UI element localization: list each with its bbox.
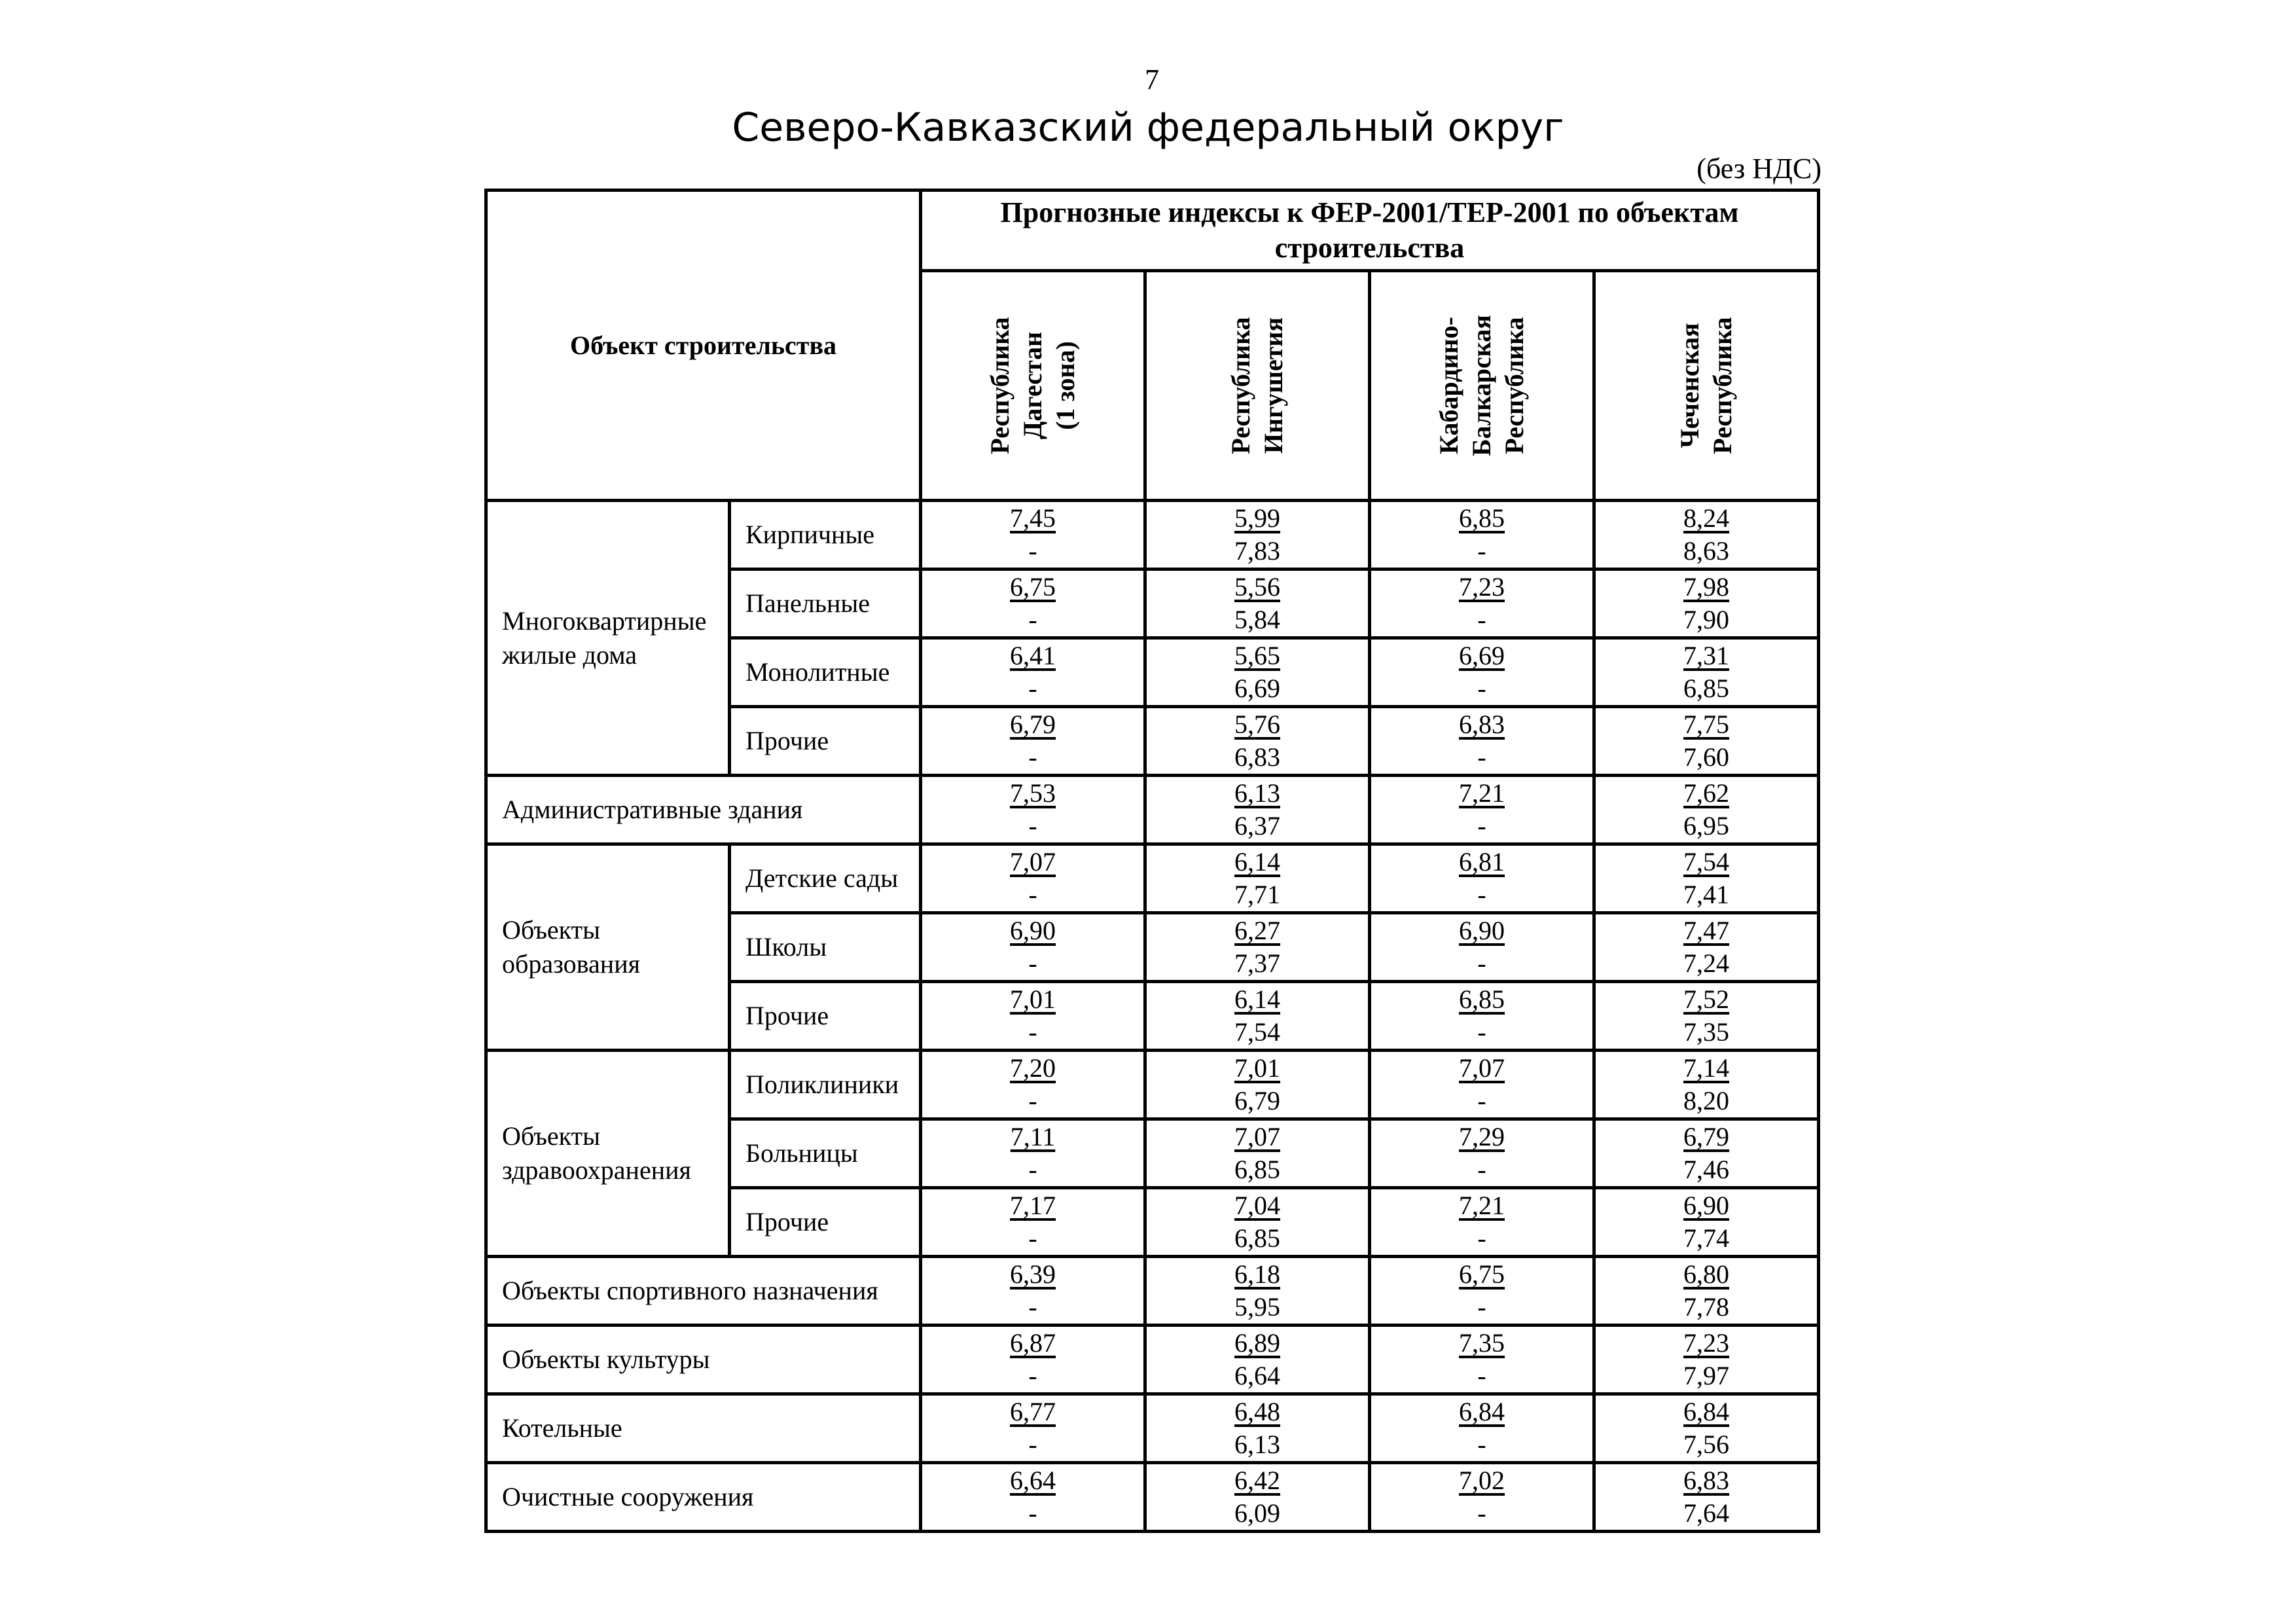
subgroup-label: Поликлиники (730, 1051, 921, 1119)
index-value-top: 7,07 (1010, 847, 1056, 876)
index-value-bottom: - (1477, 880, 1486, 909)
index-value-top: 5,56 (1234, 572, 1281, 602)
index-cell (1370, 707, 1594, 776)
index-cell (1145, 1188, 1370, 1257)
index-cell (1594, 638, 1819, 707)
index-cell (1594, 1326, 1819, 1394)
index-cell (921, 1119, 1145, 1188)
index-value-bottom: - (1477, 811, 1486, 840)
index-value-top: 6,77 (1010, 1397, 1056, 1426)
index-value-top: 6,90 (1459, 916, 1505, 945)
index-value-top: 7,53 (1010, 778, 1056, 808)
index-value-bottom: - (1477, 1361, 1486, 1390)
index-value-top: 6,75 (1459, 1259, 1505, 1289)
index-cell (1370, 982, 1594, 1051)
index-value-top: 6,84 (1459, 1397, 1505, 1426)
group-label: Котельные (486, 1394, 921, 1463)
index-value-bottom: - (1477, 1292, 1486, 1322)
index-value-bottom: - (1477, 1498, 1486, 1528)
index-value-bottom: - (1477, 605, 1486, 634)
region-header-label: Республика Дагестан (1 зона) (985, 317, 1081, 454)
index-cell (1594, 1257, 1819, 1326)
index-cell (921, 501, 1145, 569)
index-value-top: 6,69 (1459, 641, 1505, 670)
index-value-top: 6,64 (1010, 1466, 1056, 1495)
region-header (921, 271, 1145, 501)
index-value-top: 6,39 (1010, 1259, 1056, 1289)
index-table (484, 189, 1820, 1533)
index-value-top: 7,75 (1683, 710, 1730, 739)
index-value-top: 7,21 (1459, 1191, 1505, 1220)
index-cell (1594, 982, 1819, 1051)
index-value-bottom: - (1028, 1155, 1037, 1184)
index-cell (921, 776, 1145, 844)
index-value-bottom: 7,35 (1683, 1017, 1730, 1047)
index-cell (921, 569, 1145, 638)
index-value-bottom: 7,24 (1683, 948, 1730, 978)
index-cell (1594, 844, 1819, 913)
index-value-top: 6,90 (1683, 1191, 1730, 1220)
index-value-bottom: 7,60 (1683, 742, 1730, 772)
index-value-top: 6,75 (1010, 572, 1056, 602)
index-value-bottom: - (1477, 948, 1486, 978)
index-cell (1145, 638, 1370, 707)
index-cell (1370, 1326, 1594, 1394)
index-cell (1145, 569, 1370, 638)
index-cell (921, 1188, 1145, 1257)
index-cell (921, 1051, 1145, 1119)
index-cell (921, 982, 1145, 1051)
index-cell (1594, 501, 1819, 569)
index-value-top: 6,79 (1010, 710, 1056, 739)
index-value-top: 6,42 (1234, 1466, 1281, 1495)
index-cell (1594, 1051, 1819, 1119)
index-cell (921, 1463, 1145, 1532)
index-value-bottom: 6,85 (1234, 1155, 1281, 1184)
index-value-bottom: - (1477, 674, 1486, 703)
group-label: Объекты образования (486, 844, 730, 1051)
index-value-bottom: - (1477, 1430, 1486, 1459)
table-row (486, 1257, 1819, 1326)
index-value-bottom: 6,83 (1234, 742, 1281, 772)
index-cell (1145, 776, 1370, 844)
index-value-bottom: 5,95 (1234, 1292, 1281, 1322)
index-value-bottom: 6,85 (1234, 1223, 1281, 1253)
subgroup-label: Кирпичные (730, 501, 921, 569)
index-value-bottom: 7,56 (1683, 1430, 1730, 1459)
index-value-bottom: - (1028, 605, 1037, 634)
table-row (486, 1394, 1819, 1463)
group-label: Очистные сооружения (486, 1463, 921, 1532)
index-value-top: 6,84 (1683, 1397, 1730, 1426)
table-row (486, 1463, 1819, 1532)
index-value-bottom: 6,69 (1234, 674, 1281, 703)
index-cell (1594, 707, 1819, 776)
index-value-top: 6,13 (1234, 778, 1281, 808)
index-value-bottom: 7,37 (1234, 948, 1281, 978)
index-cell (1370, 1188, 1594, 1257)
index-value-top: 6,48 (1234, 1397, 1281, 1426)
object-column-header-label: Объект строительства (569, 330, 837, 360)
index-value-top: 7,45 (1010, 503, 1056, 533)
index-value-top: 7,98 (1683, 572, 1730, 602)
index-value-top: 7,04 (1234, 1191, 1281, 1220)
page-title: Северо-Кавказский федеральный округ (732, 105, 1564, 151)
index-cell (1594, 569, 1819, 638)
index-value-bottom: 7,64 (1683, 1498, 1730, 1528)
index-value-bottom: 7,83 (1234, 536, 1281, 566)
index-value-bottom: 6,85 (1683, 674, 1730, 703)
region-header (1594, 271, 1819, 501)
index-cell (1370, 1051, 1594, 1119)
index-cell (1370, 569, 1594, 638)
index-cell (1594, 1394, 1819, 1463)
subgroup-label: Панельные (730, 569, 921, 638)
region-header-label: Кабардино- Балкарская Республика (1434, 315, 1530, 456)
index-value-bottom: 7,78 (1683, 1292, 1730, 1322)
vat-note: (без НДС) (1696, 153, 1821, 185)
index-value-bottom: - (1477, 536, 1486, 566)
index-value-top: 7,23 (1459, 572, 1505, 602)
index-value-bottom: 7,74 (1683, 1223, 1730, 1253)
subgroup-label: Прочие (730, 707, 921, 776)
index-value-bottom: 6,95 (1683, 811, 1730, 840)
index-value-top: 7,02 (1459, 1466, 1505, 1495)
index-value-top: 5,76 (1234, 710, 1281, 739)
index-cell (921, 638, 1145, 707)
region-header (1145, 271, 1370, 501)
index-cell (1145, 982, 1370, 1051)
index-value-bottom: - (1028, 674, 1037, 703)
index-value-bottom: - (1028, 1017, 1037, 1047)
index-value-top: 7,35 (1459, 1328, 1505, 1358)
index-value-top: 5,65 (1234, 641, 1281, 670)
index-value-top: 7,07 (1234, 1122, 1281, 1151)
index-cell (921, 1257, 1145, 1326)
indices-header: Прогнозные индексы к ФЕР-2001/ТЕР-2001 по объектам строительства (921, 190, 1819, 271)
page-number: 7 (1145, 63, 1159, 96)
index-value-top: 7,17 (1010, 1191, 1056, 1220)
index-value-top: 6,18 (1234, 1259, 1281, 1289)
index-cell (1145, 1257, 1370, 1326)
index-value-bottom: 6,09 (1234, 1498, 1281, 1528)
index-cell (1370, 1394, 1594, 1463)
subgroup-label: Больницы (730, 1119, 921, 1188)
index-value-bottom: 8,20 (1683, 1086, 1730, 1115)
index-cell (1370, 844, 1594, 913)
table-row (486, 844, 1819, 913)
index-value-bottom: - (1028, 1086, 1037, 1115)
index-value-bottom: - (1028, 1498, 1037, 1528)
index-cell (1594, 913, 1819, 982)
index-value-top: 6,90 (1010, 916, 1056, 945)
index-value-top: 5,99 (1234, 503, 1281, 533)
index-value-top: 6,83 (1683, 1466, 1730, 1495)
index-value-bottom: - (1028, 1361, 1037, 1390)
index-cell (1370, 913, 1594, 982)
region-header-label: Республика Ингушетия (1226, 317, 1289, 454)
index-value-bottom: 6,64 (1234, 1361, 1281, 1390)
subgroup-label: Прочие (730, 982, 921, 1051)
index-cell (1370, 1257, 1594, 1326)
index-cell (1145, 844, 1370, 913)
index-cell (921, 844, 1145, 913)
table-row (486, 501, 1819, 569)
index-value-top: 6,41 (1010, 641, 1056, 670)
index-value-top: 6,81 (1459, 847, 1505, 876)
index-value-bottom: 8,63 (1683, 536, 1730, 566)
index-cell (1145, 707, 1370, 776)
table-row (486, 776, 1819, 844)
index-cell (1594, 1188, 1819, 1257)
index-cell (1145, 1119, 1370, 1188)
subgroup-label: Прочие (730, 1188, 921, 1257)
index-value-top: 7,31 (1683, 641, 1730, 670)
index-value-top: 8,24 (1683, 503, 1730, 533)
index-cell (1370, 501, 1594, 569)
index-cell (921, 913, 1145, 982)
index-value-top: 6,14 (1234, 984, 1281, 1014)
index-value-bottom: 7,46 (1683, 1155, 1730, 1184)
index-cell (921, 1394, 1145, 1463)
index-cell (1145, 1394, 1370, 1463)
group-label: Объекты культуры (486, 1326, 921, 1394)
index-value-top: 7,01 (1234, 1053, 1281, 1083)
index-value-bottom: 7,97 (1683, 1361, 1730, 1390)
index-cell (1370, 638, 1594, 707)
index-value-top: 6,89 (1234, 1328, 1281, 1358)
index-value-bottom: 7,41 (1683, 880, 1730, 909)
index-value-top: 7,21 (1459, 778, 1505, 808)
index-value-bottom: - (1028, 1292, 1037, 1322)
index-cell (1145, 501, 1370, 569)
index-value-top: 7,20 (1010, 1053, 1056, 1083)
index-value-bottom: - (1028, 1223, 1037, 1253)
index-value-top: 6,80 (1683, 1259, 1730, 1289)
index-value-top: 7,07 (1459, 1053, 1505, 1083)
index-cell (921, 707, 1145, 776)
index-value-top: 7,62 (1683, 778, 1730, 808)
table-row (486, 1051, 1819, 1119)
index-cell (1145, 1051, 1370, 1119)
index-value-bottom: - (1477, 1223, 1486, 1253)
index-cell (1594, 1119, 1819, 1188)
index-value-bottom: - (1028, 948, 1037, 978)
index-value-top: 6,83 (1459, 710, 1505, 739)
index-cell (1370, 1119, 1594, 1188)
index-cell (1370, 1463, 1594, 1532)
index-value-bottom: - (1477, 1086, 1486, 1115)
index-value-bottom: - (1477, 1155, 1486, 1184)
index-value-bottom: 6,79 (1234, 1086, 1281, 1115)
index-value-top: 6,14 (1234, 847, 1281, 876)
group-label: Объекты спортивного назначения (486, 1257, 921, 1326)
index-value-bottom: - (1028, 1430, 1037, 1459)
group-label: Объекты здравоохранения (486, 1051, 730, 1257)
subgroup-label: Детские сады (730, 844, 921, 913)
index-cell (1594, 1463, 1819, 1532)
group-label: Многоквартирные жилые дома (486, 501, 730, 776)
index-cell (921, 1326, 1145, 1394)
subgroup-label: Школы (730, 913, 921, 982)
index-value-top: 7,29 (1459, 1122, 1505, 1151)
index-value-top: 7,23 (1683, 1328, 1730, 1358)
index-value-bottom: 6,37 (1234, 811, 1281, 840)
index-value-top: 7,01 (1010, 984, 1056, 1014)
subgroup-label: Монолитные (730, 638, 921, 707)
index-value-top: 6,85 (1459, 984, 1505, 1014)
index-value-bottom: 7,54 (1234, 1017, 1281, 1047)
region-header (1370, 271, 1594, 501)
index-value-top: 7,47 (1683, 916, 1730, 945)
index-value-bottom: - (1028, 811, 1037, 840)
index-value-top: 6,27 (1234, 916, 1281, 945)
index-value-bottom: 5,84 (1234, 605, 1281, 634)
object-column-header (486, 190, 921, 501)
index-value-top: 7,14 (1683, 1053, 1730, 1083)
index-value-bottom: - (1028, 742, 1037, 772)
index-value-top: 6,79 (1683, 1122, 1730, 1151)
index-value-bottom: - (1028, 880, 1037, 909)
index-value-bottom: 7,90 (1683, 605, 1730, 634)
index-value-top: 7,54 (1683, 847, 1730, 876)
index-value-top: 7,11 (1010, 1122, 1056, 1151)
region-header-label: Чеченская Республика (1675, 317, 1738, 454)
index-value-top: 6,87 (1010, 1328, 1056, 1358)
index-cell (1145, 1463, 1370, 1532)
index-cell (1145, 1326, 1370, 1394)
index-value-top: 7,52 (1683, 984, 1730, 1014)
index-value-bottom: - (1028, 536, 1037, 566)
index-value-bottom: - (1477, 1017, 1486, 1047)
group-label: Административные здания (486, 776, 921, 844)
table-row (486, 1326, 1819, 1394)
index-value-bottom: - (1477, 742, 1486, 772)
index-cell (1145, 913, 1370, 982)
index-value-bottom: 6,13 (1234, 1430, 1281, 1459)
index-cell (1370, 776, 1594, 844)
index-cell (1594, 776, 1819, 844)
index-value-bottom: 7,71 (1234, 880, 1281, 909)
index-value-top: 6,85 (1459, 503, 1505, 533)
